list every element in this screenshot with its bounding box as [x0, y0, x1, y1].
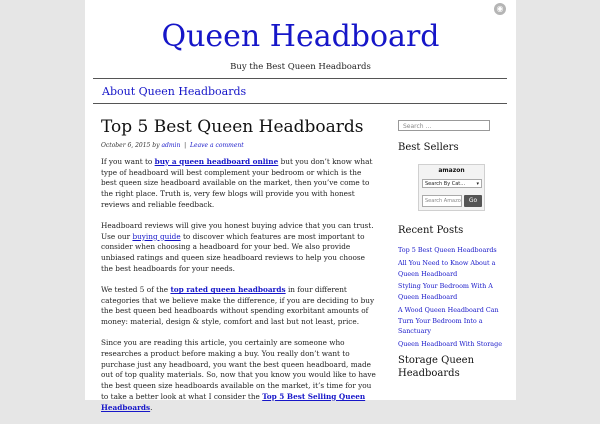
meta-separator: |	[184, 142, 187, 149]
paragraph-4	[101, 338, 379, 413]
paragraph-1	[101, 157, 379, 211]
chevron-down-icon: ▾	[476, 181, 479, 187]
nav-about-link[interactable]: About Queen Headboards	[102, 85, 247, 98]
site-title[interactable]: Queen Headboard	[161, 19, 440, 54]
recent-post-link[interactable]: Queen Headboard With Storage	[398, 340, 502, 349]
paragraph-3	[101, 285, 379, 328]
rss-icon[interactable]: ◉	[494, 3, 506, 15]
storage-headboards-title: Storage Queen Headboards	[398, 355, 475, 379]
select-value: Search By Cat...	[425, 181, 466, 187]
nav-rule-top	[93, 78, 507, 79]
buy-queen-headboard-link[interactable]: buy a queen headboard online	[154, 157, 279, 166]
recent-posts-list	[398, 245, 508, 352]
post-by: by	[152, 142, 160, 149]
recent-post-link[interactable]: A Wood Queen Headboard Can Turn Your Bedroom Into a Sanctuary	[398, 306, 499, 336]
post-meta	[101, 142, 244, 149]
amazon-logo: amazon	[438, 167, 465, 174]
text: to discover which features are most important to consider when choosing a headboard for your bed. We also provide unbiased ratings and queen size headboard reviews to help you choose the best headboards for your needs.	[101, 231, 365, 273]
nav-rule-bottom	[93, 103, 507, 104]
post-date: October 6, 2015	[101, 142, 151, 149]
text: but you don’t know what type of headboard will best complement your bedroom or which is the best queen size headboard available on the market, then you’ve come to the right place. Truth is, very few blogs will provide you with honest reviews and reliable feedback.	[101, 157, 373, 209]
amazon-category-select[interactable]	[422, 179, 482, 188]
leave-comment-link[interactable]: Leave a comment	[190, 142, 244, 149]
recent-posts-title: Recent Posts	[398, 225, 464, 236]
amazon-go-button[interactable]: Go	[464, 195, 482, 207]
recent-post-link[interactable]: Styling Your Bedroom With A Queen Headboard	[398, 282, 493, 302]
post-author-link[interactable]: admin	[161, 142, 181, 149]
text: We tested 5 of the	[101, 285, 171, 295]
buying-guide-link[interactable]: buying guide	[132, 231, 181, 241]
amazon-search-input[interactable]: Search Amazo	[422, 195, 462, 207]
search-input[interactable]: Search ...	[398, 120, 490, 131]
paragraph-2	[101, 221, 379, 275]
text: .	[150, 402, 153, 412]
site-tagline: Buy the Best Queen Headboards	[230, 62, 371, 72]
text: in four different categories that we believe make the difference, if you are deciding to buy the best queen bed headboards without spending exorbitant amounts of money: material, design & style, comfort and last but not least, price.	[101, 285, 375, 327]
text: Since you are reading this article, you certainly are someone who researches a product before making a buy. You really don’t want to purchase just any headboard, you want the best queen headboard, made out of top quality materials. So, now that you know you would like to have the best queen size headboards available on the market, it’s time for you to take a better look at what I consider the	[101, 338, 376, 401]
top-rated-headboards-link[interactable]: top rated queen headboards	[170, 285, 286, 295]
text: If you want to	[101, 157, 155, 166]
best-sellers-title: Best Sellers	[398, 142, 459, 153]
amazon-widget	[418, 164, 485, 211]
recent-post-link[interactable]: All You Need to Know About a Queen Headboard	[398, 258, 496, 278]
post-title[interactable]: Top 5 Best Queen Headboards	[101, 117, 364, 137]
recent-post-link[interactable]: Top 5 Best Queen Headboards	[398, 246, 497, 254]
top-5-best-selling-link[interactable]: Top 5 Best Selling Queen Headboards	[101, 391, 366, 412]
post-content	[101, 157, 379, 424]
text: Headboard reviews will give you honest buying advice that you can trust. Use our	[101, 221, 374, 241]
page	[85, 0, 516, 412]
